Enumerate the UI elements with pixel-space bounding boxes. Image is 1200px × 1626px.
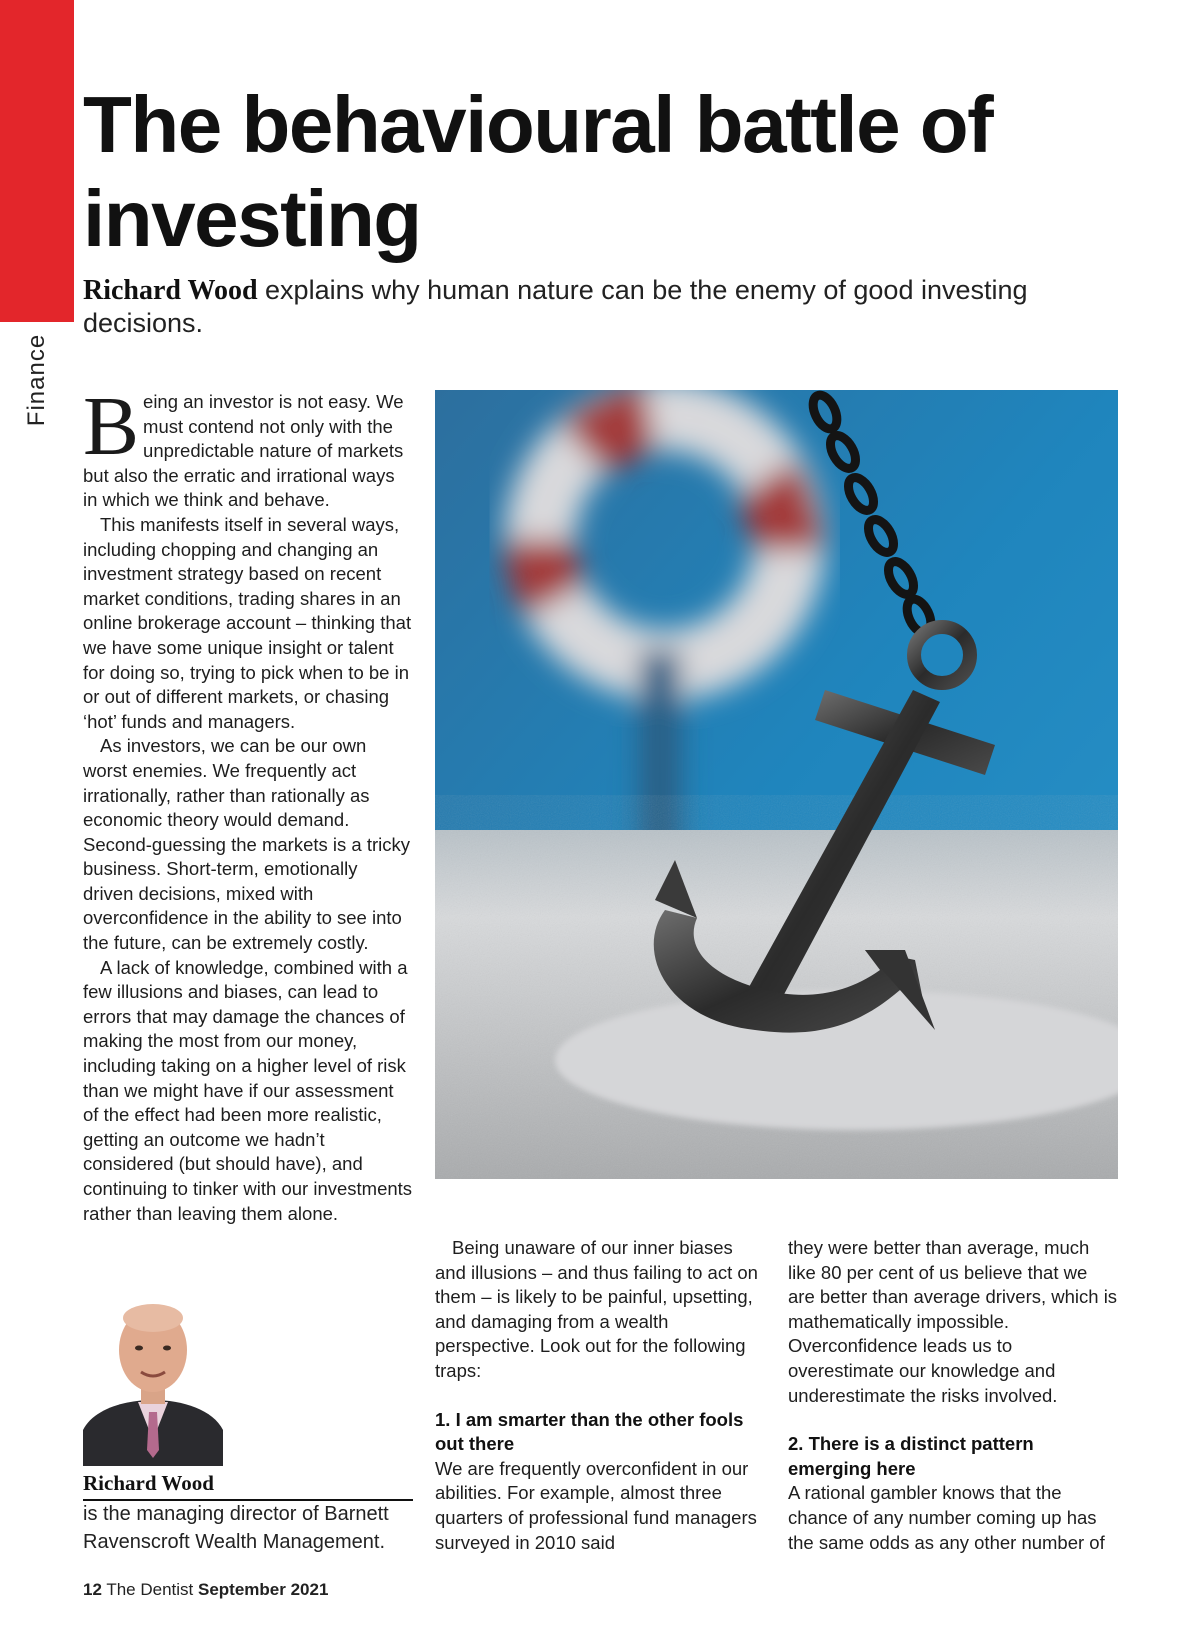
author-photo bbox=[83, 1290, 223, 1466]
author-bio: is the managing director of Barnett Ravenscroft Wealth Management. bbox=[83, 1503, 389, 1553]
subheading bbox=[435, 1408, 765, 1457]
body-paragraph: A lack of knowledge, combined with a few illusions and biases, can lead to errors that may damage the chances of making the most from our money, including taking on a higher level of risk than we might have if our assessment of the effect had been more realistic, getting an outcome we hadn’t considered (but should have), and continuing to tinker with our investments rather than leaving them alone. bbox=[83, 956, 413, 1224]
body-paragraph: they were better than average, much like 80 per cent of us believe that we are better than average drivers, which is mathematically impossible. Overconfidence leads us to overestimate our knowledge and underestimate the risks involved. bbox=[788, 1237, 1118, 1406]
anchor-photo bbox=[435, 390, 1118, 1179]
section-color-tab bbox=[0, 0, 74, 322]
drop-cap: B bbox=[83, 380, 140, 473]
issue-date: September 2021 bbox=[198, 1580, 329, 1599]
body-paragraph: As investors, we can be our own worst enemies. We frequently act irrationally, rather than rationally as economic theory would demand. Second-guessing the markets is a tricky business. Short-term, emotionally driven decisions, mixed with overconfidence in the ability to see into the future, can be extremely costly. bbox=[83, 735, 410, 954]
subheading bbox=[788, 1432, 1118, 1481]
body-paragraph: This manifests itself in several ways, including chopping and changing an investment strategy based on recent market conditions, trading shares in an online brokerage account – thinking that we have some unique insight or talent for doing so, trying to pick when to be in or out of different markets, or chasing ‘hot’ funds and managers. bbox=[83, 513, 412, 732]
page-footer bbox=[83, 1580, 328, 1600]
author-name: Richard Wood bbox=[83, 1471, 413, 1501]
article-title: The behavioural battle of investing bbox=[83, 80, 993, 263]
standfirst bbox=[83, 274, 1083, 339]
body-column-2 bbox=[435, 1236, 765, 1555]
body-paragraph bbox=[83, 380, 413, 513]
subheading-text: 1. I am smarter than the other fools out there bbox=[435, 1408, 744, 1455]
page-number: 12 bbox=[83, 1580, 102, 1599]
body-column-1 bbox=[83, 380, 413, 1226]
section-label: Finance bbox=[23, 333, 50, 427]
publication-name: The Dentist bbox=[101, 1580, 198, 1599]
body-paragraph: We are frequently overconfident in our abilities. For example, almost three quarters of professional fund managers surveyed in 2010 said bbox=[435, 1457, 757, 1553]
body-paragraph: Being unaware of our inner biases and illusions – and thus failing to act on them – is likely to be painful, upsetting, and damaging from a wealth perspective. Look out for the following traps: bbox=[435, 1237, 758, 1381]
standfirst-author: Richard Wood bbox=[83, 275, 258, 306]
body-paragraph: A rational gambler knows that the chance of any number coming up has the same odds as any other number of bbox=[788, 1482, 1105, 1553]
subheading-text: 2. There is a distinct pattern emerging here bbox=[788, 1433, 1034, 1479]
body-column-3 bbox=[788, 1236, 1118, 1555]
paragraph-text: eing an investor is not easy. We must contend not only with the unpredictable nature of markets but also the erratic and irrational ways in which we think and behave. bbox=[83, 391, 404, 511]
standfirst-text: explains why human nature can be the enemy of good investing decisions. bbox=[83, 275, 1028, 338]
